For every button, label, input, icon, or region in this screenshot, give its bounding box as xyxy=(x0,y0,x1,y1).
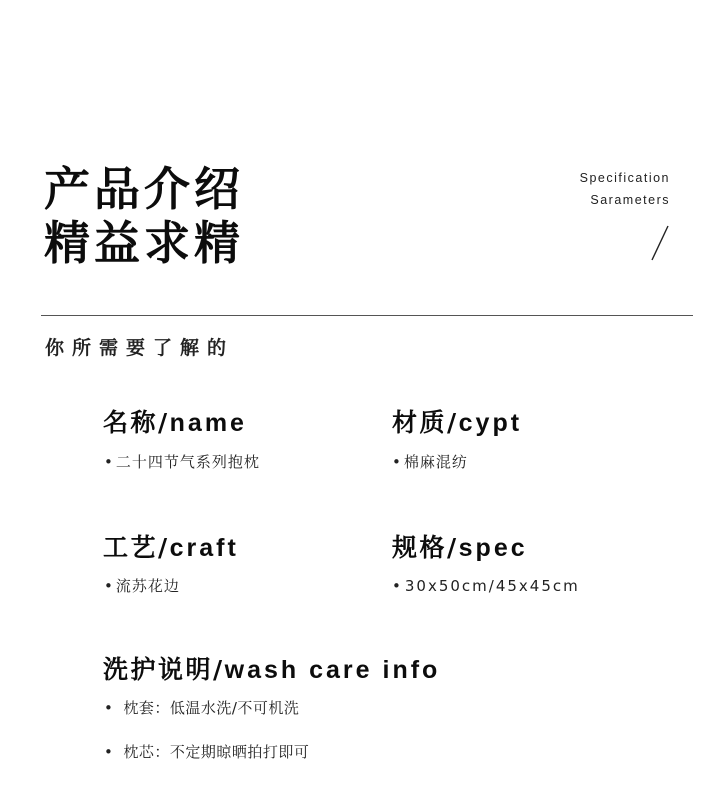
craft-value-text: 流苏花边 xyxy=(115,577,180,595)
name-title-en: name xyxy=(169,409,247,437)
slash-decoration-icon xyxy=(648,224,672,262)
material-field-value xyxy=(392,455,468,470)
page-title: 产品介绍 xyxy=(44,162,244,216)
name-value-text: 二十四节气系列抱枕 xyxy=(115,453,260,471)
name-field-title xyxy=(103,410,247,436)
wash-care-item xyxy=(104,701,299,716)
bullet-icon: • xyxy=(104,577,114,595)
wash-item-text: 低温水洗/不可机洗 xyxy=(169,699,300,717)
spec-caption-line2: Sarameters xyxy=(590,193,670,207)
page-subtitle-slogan: 精益求精 xyxy=(44,216,244,270)
craft-field-value xyxy=(104,579,180,594)
name-field-value xyxy=(104,455,260,470)
spec-title-en: spec xyxy=(458,534,528,562)
wash-item-label: 枕芯： xyxy=(123,743,170,761)
bullet-icon: • xyxy=(104,699,114,717)
spec-field-title xyxy=(392,535,528,561)
wash-title-en: wash care info xyxy=(224,656,441,684)
material-value-text: 棉麻混纺 xyxy=(403,453,468,471)
bullet-icon: • xyxy=(104,453,114,471)
material-title-cn: 材质/ xyxy=(392,408,459,437)
spec-field-value xyxy=(392,579,580,594)
material-field-title xyxy=(392,410,522,436)
spec-title-cn: 规格/ xyxy=(392,533,459,562)
wash-item-text: 不定期晾晒拍打即可 xyxy=(169,743,310,761)
wash-item-label: 枕套： xyxy=(123,699,170,717)
bullet-icon: • xyxy=(392,453,402,471)
section-heading: 你所需要了解的 xyxy=(45,337,235,359)
spec-caption-line1: Specification xyxy=(579,171,670,185)
craft-title-en: craft xyxy=(169,534,239,562)
wash-care-field-title xyxy=(103,657,440,683)
craft-title-cn: 工艺/ xyxy=(103,533,170,562)
craft-field-title xyxy=(103,535,239,561)
wash-title-cn: 洗护说明/ xyxy=(103,655,225,684)
wash-care-item xyxy=(104,745,309,760)
bullet-icon: • xyxy=(104,743,114,761)
spec-value-text: 30x50cm/45x45cm xyxy=(404,577,580,595)
section-divider xyxy=(41,315,693,316)
material-title-en: cypt xyxy=(458,409,523,437)
name-title-cn: 名称/ xyxy=(103,408,170,437)
bullet-icon: • xyxy=(392,577,403,595)
